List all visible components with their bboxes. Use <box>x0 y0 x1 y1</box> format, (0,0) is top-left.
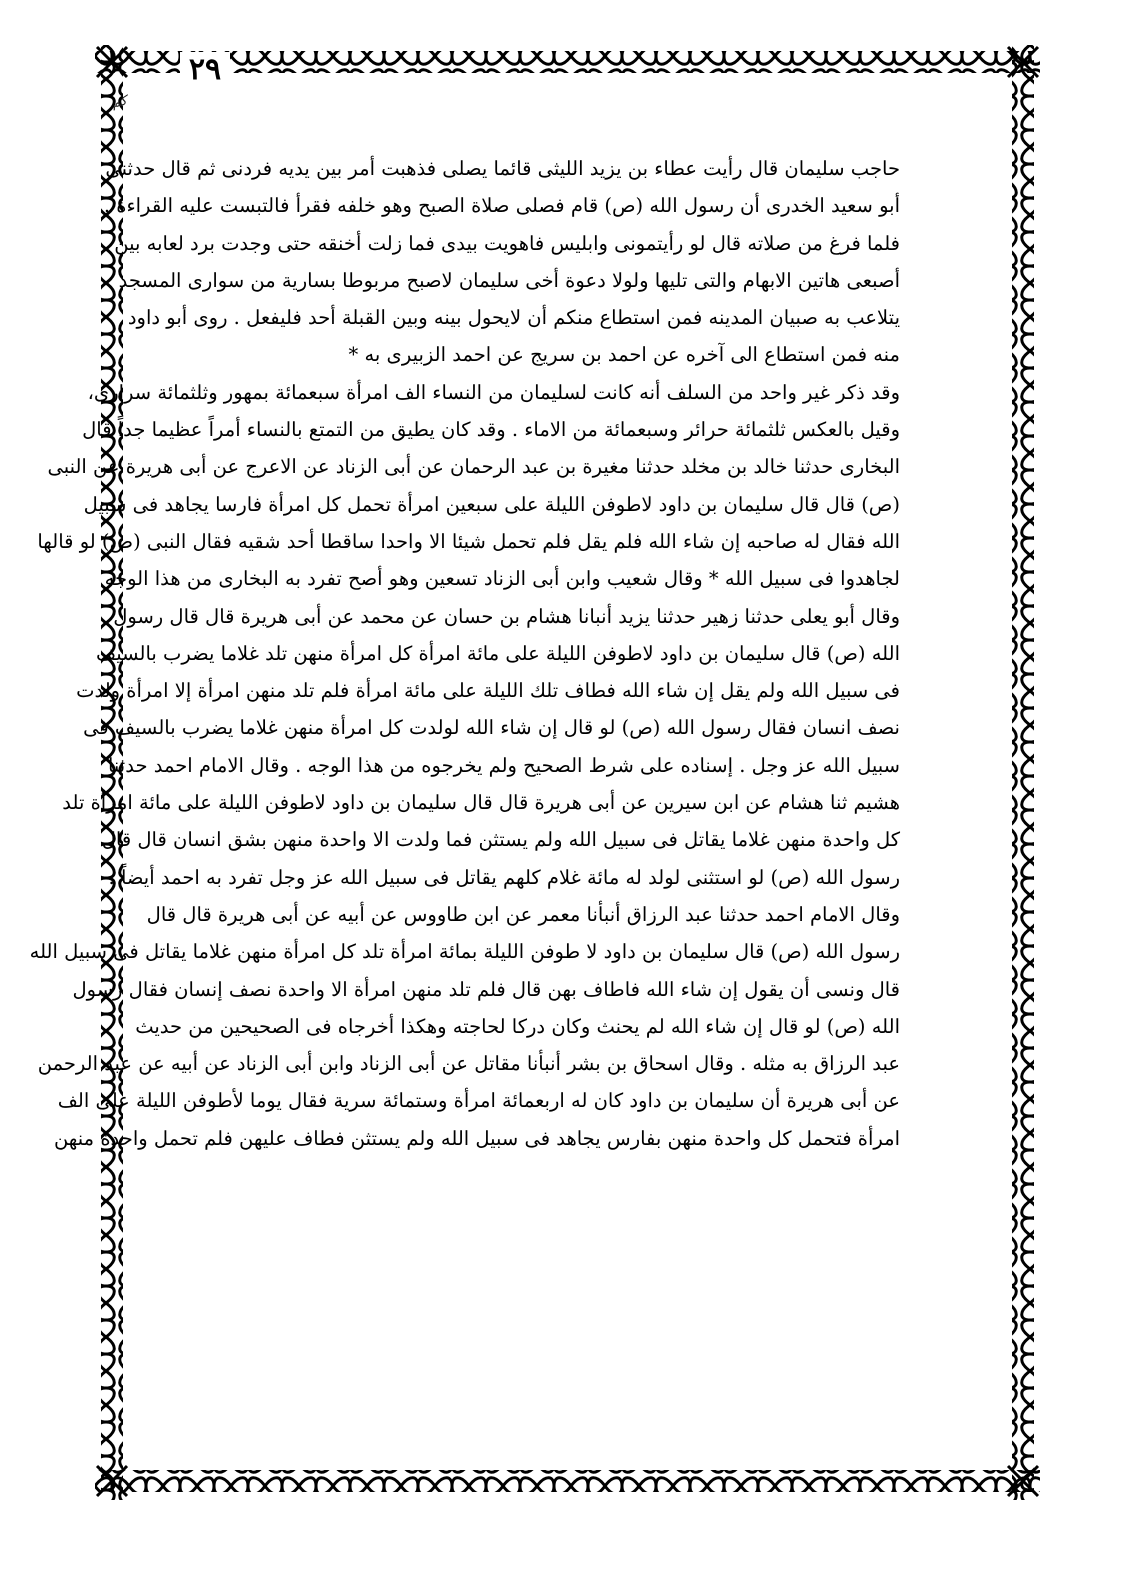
text-line: عبد الرزاق به مثله . وقال اسحاق بن بشر أنبأنا مقاتل عن أبى الزناد وابن أبى الزناد عن أبيه عن عبد الرحمن <box>37 1052 900 1076</box>
text-line: وقد ذكر غير واحد من السلف أنه كانت لسليمان من النساء الف امرأة سبعمائة بمهور وثلثمائة سرارى، <box>87 380 900 404</box>
text-line: فلما فرغ من صلاته قال لو رأيتمونى وابليس فاهويت بيدى فما زلت أخنقه حتى وجدت برد لعابه بين <box>114 231 900 255</box>
text-line: الله (ص) لو قال إن شاء الله لم يحنث وكان دركا لحاجته وهكذا أخرجاه فى الصحيحين من حديث <box>135 1014 900 1038</box>
page-number: ٢٩ <box>180 52 230 92</box>
text-line: الله (ص) قال سليمان بن داود لاطوفن الليلة على مائة امرأة كل امرأة منهن تلد غلاما يضرب بالسيف <box>96 641 900 665</box>
margin-note: كم <box>110 93 129 112</box>
text-line: البخارى حدثنا خالد بن مخلد حدثنا مغيرة بن عبد الرحمان عن أبى الزناد عن الاعرج عن أبى هريرة عن النبى <box>47 455 900 479</box>
text-line: يتلاعب به صبيان المدينه فمن استطاع منكم أن لايحول بينه وبين القبلة أحد فليفعل . روى أبو داود <box>127 306 900 330</box>
text-line: رسول الله (ص) لو استثنى لولد له مائة غلام كلهم يقاتل فى سبيل الله عز وجل تفرد به احمد أيضاً . <box>108 865 900 889</box>
text-line: فى سبيل الله ولم يقل إن شاء الله فطاف تلك الليلة على مائة امرأة فلم تلد منهن امرأة إلا امرأة ولدت <box>76 679 900 703</box>
text-line: عن أبى هريرة أن سليمان بن داود كان له اربعمائة امرأة وستمائة سرية فقال يوما لأطوفن الليلة على الف <box>57 1089 900 1113</box>
text-line: وقال أبو يعلى حدثنا زهير حدثنا يزيد أنبانا هشام بن حسان عن محمد عن أبى هريرة قال قال رسول <box>113 604 900 628</box>
text-line: رسول الله (ص) قال سليمان بن داود لا طوفن الليلة بمائة امرأة تلد كل امرأة منهن غلاما يقاتل فى سبيل الله <box>29 940 900 964</box>
text-line: أصبعى هاتين الابهام والتى تليها ولولا دعوة أخى سليمان لاصبح مربوطا بسارية من سوارى المسجد <box>118 268 900 292</box>
text-line: قال ونسى أن يقول إن شاء الله فاطاف بهن قال فلم تلد منهن امرأة الا واحدة نصف إنسان فقال رسول <box>72 977 900 1001</box>
text-line: لجاهدوا فى سبيل الله * وقال شعيب وابن أبى الزناد تسعين وهو أصح تفرد به البخارى من هذا الوجه <box>104 567 900 591</box>
text-line: وقيل بالعكس ثلثمائة حرائر وسبعمائة من الاماء . وقد كان يطيق من التمتع بالنساء أمراً عظيما جداً قال <box>82 418 900 442</box>
text-line: كل واحدة منهن غلاما يقاتل فى سبيل الله ولم يستثن فما ولدت الا واحدة منهن بشق انسان قال قال <box>101 828 900 852</box>
text-line: منه فمن استطاع الى آخره عن احمد بن سريج عن احمد الزبيرى به * <box>348 343 900 367</box>
text-line: سبيل الله عز وجل . إسناده على شرط الصحيح ولم يخرجوه من هذا الوجه . وقال الامام احمد حدثنا <box>107 753 900 777</box>
text-line: (ص) قال قال سليمان بن داود لاطوفن الليلة على سبعين امرأة تحمل كل امرأة فارسا يجاهد فى سبيل <box>83 492 900 516</box>
text-line: هشيم ثنا هشام عن ابن سيرين عن أبى هريرة قال قال سليمان بن داود لاطوفن الليلة على مائة امرأة تلد <box>62 791 900 815</box>
text-line: حاجب سليمان قال رأيت عطاء بن يزيد الليثى قائما يصلى فذهبت أمر بين يديه فردنى ثم قال حدثنى <box>105 157 900 180</box>
text-line: نصف انسان فقال رسول الله (ص) لو قال إن شاء الله لولدت كل امرأة منهن غلاما يضرب بالسيف فى <box>83 716 900 740</box>
text-line: أبو سعيد الخدرى أن رسول الله (ص) قام فصلى صلاة الصبح وهو خلفه فقرأ فالتبست عليه القراءة . <box>103 194 900 218</box>
text-line: وقال الامام احمد حدثنا عبد الرزاق أنبأنا معمر عن ابن طاووس عن أبيه عن أبى هريرة قال قال <box>146 902 900 926</box>
main-text <box>29 150 900 1157</box>
text-line: امرأة فتحمل كل واحدة منهن بفارس يجاهد فى سبيل الله ولم يستثن فطاف عليهن فلم تحمل واحدة منهن <box>53 1126 900 1150</box>
text-line: الله فقال له صاحبه إن شاء الله فلم يقل فلم تحمل شيئا الا واحدا ساقطا أحد شقيه فقال النبى (ص) لو قالها <box>37 529 900 553</box>
